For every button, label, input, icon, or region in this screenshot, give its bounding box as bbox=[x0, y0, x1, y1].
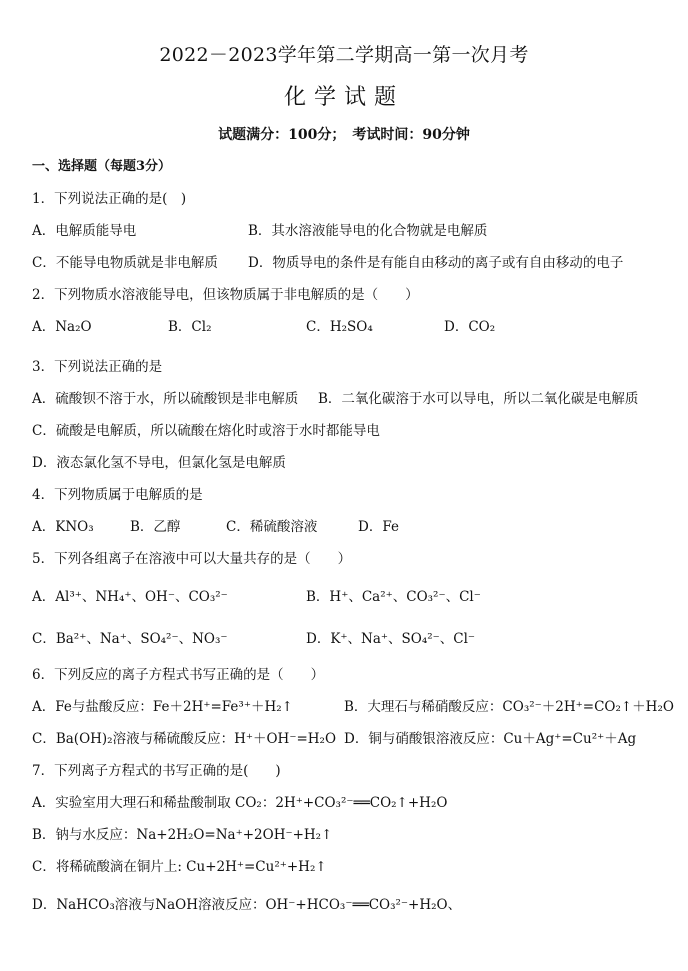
question-7-stem: 7．下列离子方程式的书写正确的是( ) bbox=[32, 763, 281, 779]
question-7-option-c: C．将稀硫酸滴在铜片上: Cu+2H⁺=Cu²⁺+H₂↑ bbox=[32, 859, 327, 875]
question-3-option-c: C．硫酸是电解质，所以硫酸在熔化时或溶于水时都能导电 bbox=[32, 423, 380, 439]
question-6-stem: 6．下列反应的离子方程式书写正确的是（ ） bbox=[32, 667, 325, 683]
question-3-stem: 3．下列说法正确的是 bbox=[32, 359, 163, 375]
question-6-option-a: A．Fe与盐酸反应：Fe＋2H⁺=Fe³⁺＋H₂↑ bbox=[32, 699, 293, 715]
question-5-option-b: B．H⁺、Ca²⁺、CO₃²⁻、Cl⁻ bbox=[306, 589, 481, 605]
question-2-stem: 2．下列物质水溶液能导电，但该物质属于非电解质的是（ ） bbox=[32, 287, 419, 303]
question-7-option-d: D．NaHCO₃溶液与NaOH溶液反应：OH⁻+HCO₃⁻══CO₃²⁻+H₂O、 bbox=[32, 897, 462, 913]
question-6-option-b: B．大理石与稀硝酸反应：CO₃²⁻＋2H⁺=CO₂↑＋H₂O bbox=[344, 699, 674, 715]
section-heading: 一、选择题（每题3分） bbox=[32, 159, 172, 174]
question-4-option-d: D．Fe bbox=[358, 519, 399, 535]
exam-title: 2022－2023学年第二学期高一第一次月考 bbox=[159, 44, 529, 66]
question-7-option-a: A．实验室用大理石和稀盐酸制取 CO₂：2H⁺+CO₃²⁻══CO₂↑+H₂O bbox=[32, 795, 448, 811]
question-1-option-d: D．物质导电的条件是有能自由移动的离子或有自由移动的电子 bbox=[248, 255, 624, 271]
question-4-stem: 4．下列物质属于电解质的是 bbox=[32, 487, 203, 503]
question-6-option-d: D．铜与硝酸银溶液反应：Cu＋Ag⁺=Cu²⁺＋Ag bbox=[344, 731, 637, 747]
question-4-option-a: A．KNO₃ bbox=[32, 519, 94, 535]
question-1-option-c: C．不能导电物质就是非电解质 bbox=[32, 255, 218, 271]
question-7-option-b: B．钠与水反应：Na+2H₂O=Na⁺+2OH⁻+H₂↑ bbox=[32, 827, 333, 843]
question-1-option-b: B．其水溶液能导电的化合物就是电解质 bbox=[248, 223, 488, 239]
question-2-option-a: A．Na₂O bbox=[32, 319, 92, 335]
question-2-option-d: D．CO₂ bbox=[444, 319, 496, 335]
exam-meta: 试题满分：100分； 考试时间：90分钟 bbox=[218, 127, 470, 143]
question-5-option-c: C．Ba²⁺、Na⁺、SO₄²⁻、NO₃⁻ bbox=[32, 631, 228, 647]
question-3-option-d: D．液态氯化氢不导电，但氯化氢是电解质 bbox=[32, 455, 286, 471]
question-4-option-b: B．乙醇 bbox=[130, 519, 181, 535]
question-2-option-b: B．Cl₂ bbox=[168, 319, 212, 335]
question-1-option-a: A．电解质能导电 bbox=[32, 223, 137, 239]
question-5-option-d: D．K⁺、Na⁺、SO₄²⁻、Cl⁻ bbox=[306, 631, 476, 647]
question-2-option-c: C．H₂SO₄ bbox=[306, 319, 373, 335]
question-1-stem: 1．下列说法正确的是( ) bbox=[32, 191, 187, 207]
question-3-option-a: A．硫酸钡不溶于水，所以硫酸钡是非电解质 bbox=[32, 391, 299, 407]
question-6-option-c: C．Ba(OH)₂溶液与稀硫酸反应：H⁺＋OH⁻=H₂O bbox=[32, 731, 337, 747]
question-5-option-a: A．Al³⁺、NH₄⁺、OH⁻、CO₃²⁻ bbox=[32, 589, 228, 605]
subject-title: 化学试题 bbox=[283, 85, 404, 110]
question-3-option-b: B．二氧化碳溶于水可以导电，所以二氧化碳是电解质 bbox=[318, 391, 639, 407]
question-5-stem: 5．下列各组离子在溶液中可以大量共存的是（ ） bbox=[32, 551, 352, 567]
question-4-option-c: C．稀硫酸溶液 bbox=[226, 519, 318, 535]
